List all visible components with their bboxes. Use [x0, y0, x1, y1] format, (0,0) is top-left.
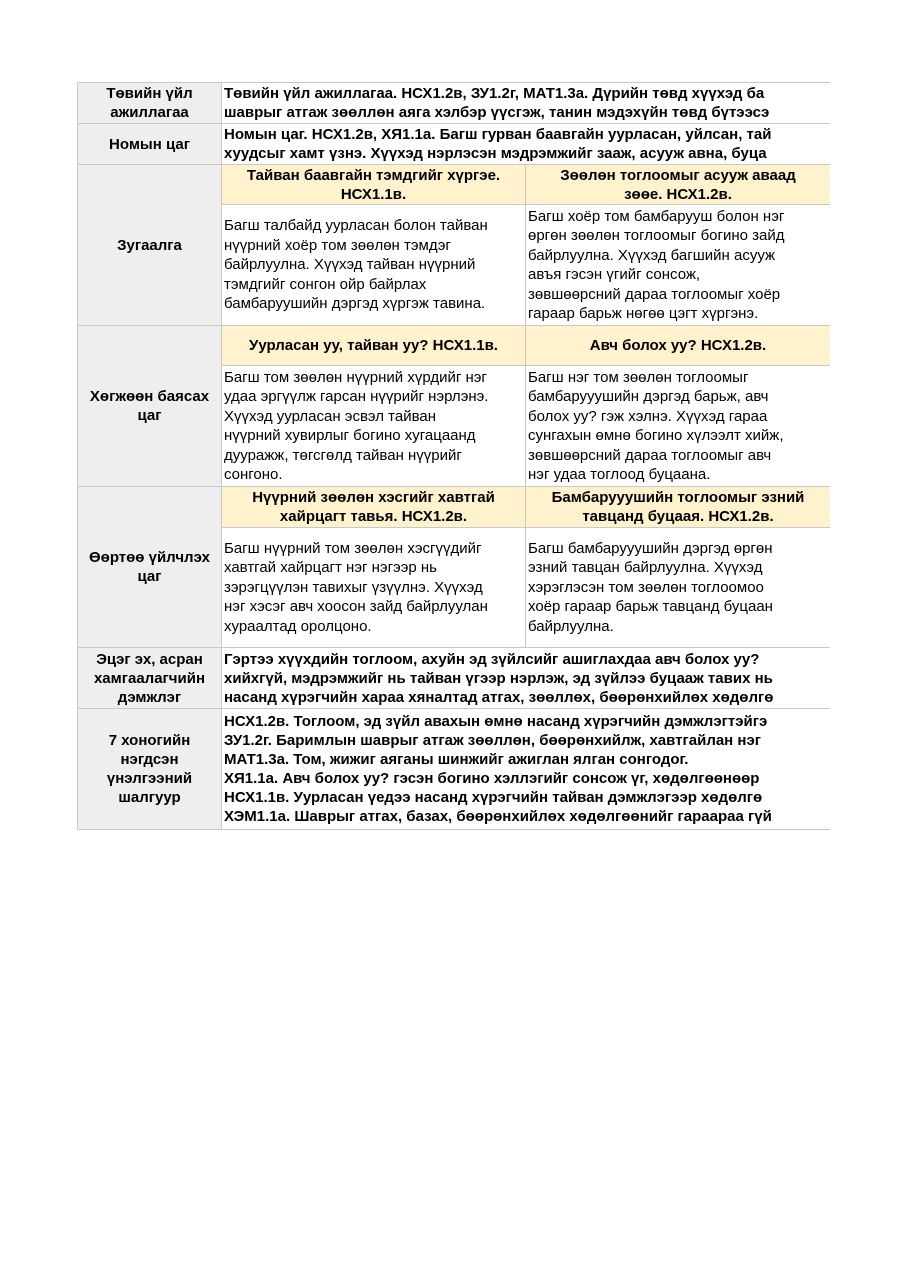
row-parent-support — [78, 648, 831, 709]
selfcare-activity-title-left: Нүүрний зөөлөн хэсгийг хавтгай хайрцагт тавья. НСХ1.2в. — [222, 487, 526, 528]
row-walk-header — [78, 165, 831, 205]
selfcare-activity-desc-left: Багш нүүрний том зөөлөн хэсгүүдийг хавтгай хайрцагт нэг нэгээр нь зэрэгцүүлэн тавихыг үзүүлнэ. Хүүхэд нэг хэсэг авч хоосон зайд байрлуулан хураалтад оролцоно. — [222, 528, 526, 648]
center-activity-text: Төвийн үйл ажиллагаа. НСХ1.2в, ЗУ1.2г, МАТ1.3а. Дүрийн төвд хүүхэд ба шаврыг атгаж зөөллөн аяга хэлбэр үүсгэж, танин мэдэхүйн төвд бүтээсэ — [222, 83, 831, 124]
fun-activity-title-left: Уурласан уу, тайван уу? НСХ1.1в. — [222, 326, 526, 366]
walk-activity-title-left: Тайван баавгайн тэмдгийг хүргэе. НСХ1.1в. — [222, 165, 526, 205]
row-label-selfcare: Өөртөө үйлчлэх цаг — [78, 487, 222, 648]
parent-support-text: Гэртээ хүүхдийн тоглоом, ахуйн эд зүйлсийг ашиглахдаа авч болох уу? хийхгүй, мэдрэмжийг нь тайван үгээр нэрлэж, эд зүйлээ буцааж тавих нь насанд хүрэгчийн хараа хяналтад атгах, зөөллөх, бөөрөнхийлөх хөдөлгө — [222, 648, 831, 709]
selfcare-activity-title-right: Бамбарууушийн тоглоомыг эзний тавцанд буцаая. НСХ1.2в. — [526, 487, 831, 528]
activity-plan-sheet — [77, 82, 830, 830]
row-book-time — [78, 124, 831, 165]
row-center-activity — [78, 83, 831, 124]
row-weekly-assessment — [78, 709, 831, 830]
fun-activity-desc-left: Багш том зөөлөн нүүрний хүрдийг нэг удаа эргүүлж гарсан нүүрийг нэрлэнэ. Хүүхэд уурласан эсвэл тайван нүүрний хувирлыг богино хугацаанд дууражж, төгсгөлд тайван нүүрийг сонгоно. — [222, 366, 526, 487]
weekly-assessment-text: НСХ1.2в. Тоглоом, эд зүйл авахын өмнө насанд хүрэгчийн дэмжлэгтэйгэ ЗУ1.2г. Баримлын шаврыг атгаж зөөллөн, бөөрөнхийлж, хавтгайлан нэг МАТ1.3а. Том, жижиг аяганы шинжийг ажиглан ялган сонгодог. ХЯ1.1а. Авч болох уу? гэсэн богино хэллэгийг сонсож үг, хөдөлгөөнөөр НСХ1.1в. Уурласан үедээ насанд хүрэгчийн тайван дэмжлэгээр хөдөлгө ХЭМ1.1а. Шаврыг атгах, базах, бөөрөнхийлөх хөдөлгөөнийг гараараа гүй — [222, 709, 831, 830]
row-label-weekly-assessment: 7 хоногийн нэгдсэн үнэлгээний шалгуур — [78, 709, 222, 830]
walk-activity-desc-left: Багш талбайд уурласан болон тайван нүүрний хоёр том зөөлөн тэмдэг байрлуулна. Хүүхэд тайван нүүрний тэмдгийг сонгон ойр байрлах бамбаруушийн дэргэд хүргэж тавина. — [222, 205, 526, 326]
fun-activity-title-right: Авч болох уу? НСХ1.2в. — [526, 326, 831, 366]
row-label-walk: Зугаалга — [78, 165, 222, 326]
selfcare-activity-desc-right: Багш бамбарууушийн дэргэд өргөн эзний тавцан байрлуулна. Хүүхэд хэрэглэсэн том зөөлөн тоглоомоо хоёр гараар барьж тавцанд буцаан байрлуулна. — [526, 528, 831, 648]
book-time-text: Номын цаг. НСХ1.2в, ХЯ1.1а. Багш гурван баавгайн уурласан, уйлсан, тай хуудсыг хамт үзнэ. Хүүхэд нэрлэсэн мэдрэмжийг зааж, асууж авна, буца — [222, 124, 831, 165]
row-label-center-activity: Төвийн үйл ажиллагаа — [78, 83, 222, 124]
row-fun-header — [78, 326, 831, 366]
walk-activity-desc-right: Багш хоёр том бамбарууш болон нэг өргөн зөөлөн тоглоомыг богино зайд байрлуулна. Хүүхэд багшийн асууж авъя гэсэн үгийг сонсож, зөвшөөрсний дараа тоглоомыг хоёр гараар барьж нөгөө цэгт хүргэнэ. — [526, 205, 831, 326]
row-label-fun-time: Хөгжөөн баясах цаг — [78, 326, 222, 487]
row-selfcare-header — [78, 487, 831, 528]
walk-activity-title-right: Зөөлөн тоглоомыг асууж аваад зөөе. НСХ1.2в. — [526, 165, 831, 205]
row-label-parent-support: Эцэг эх, асран хамгаалагчийн дэмжлэг — [78, 648, 222, 709]
fun-activity-desc-right: Багш нэг том зөөлөн тоглоомыг бамбарууушийн дэргэд барьж, авч болох уу? гэж хэлнэ. Хүүхэд гараа сунгахын өмнө богино хүлээлт хийж, зөвшөөрсний дараа тоглоомыг авч нэг удаа тоглоод буцаана. — [526, 366, 831, 487]
row-label-book-time: Номын цаг — [78, 124, 222, 165]
activity-plan-table — [77, 82, 830, 830]
